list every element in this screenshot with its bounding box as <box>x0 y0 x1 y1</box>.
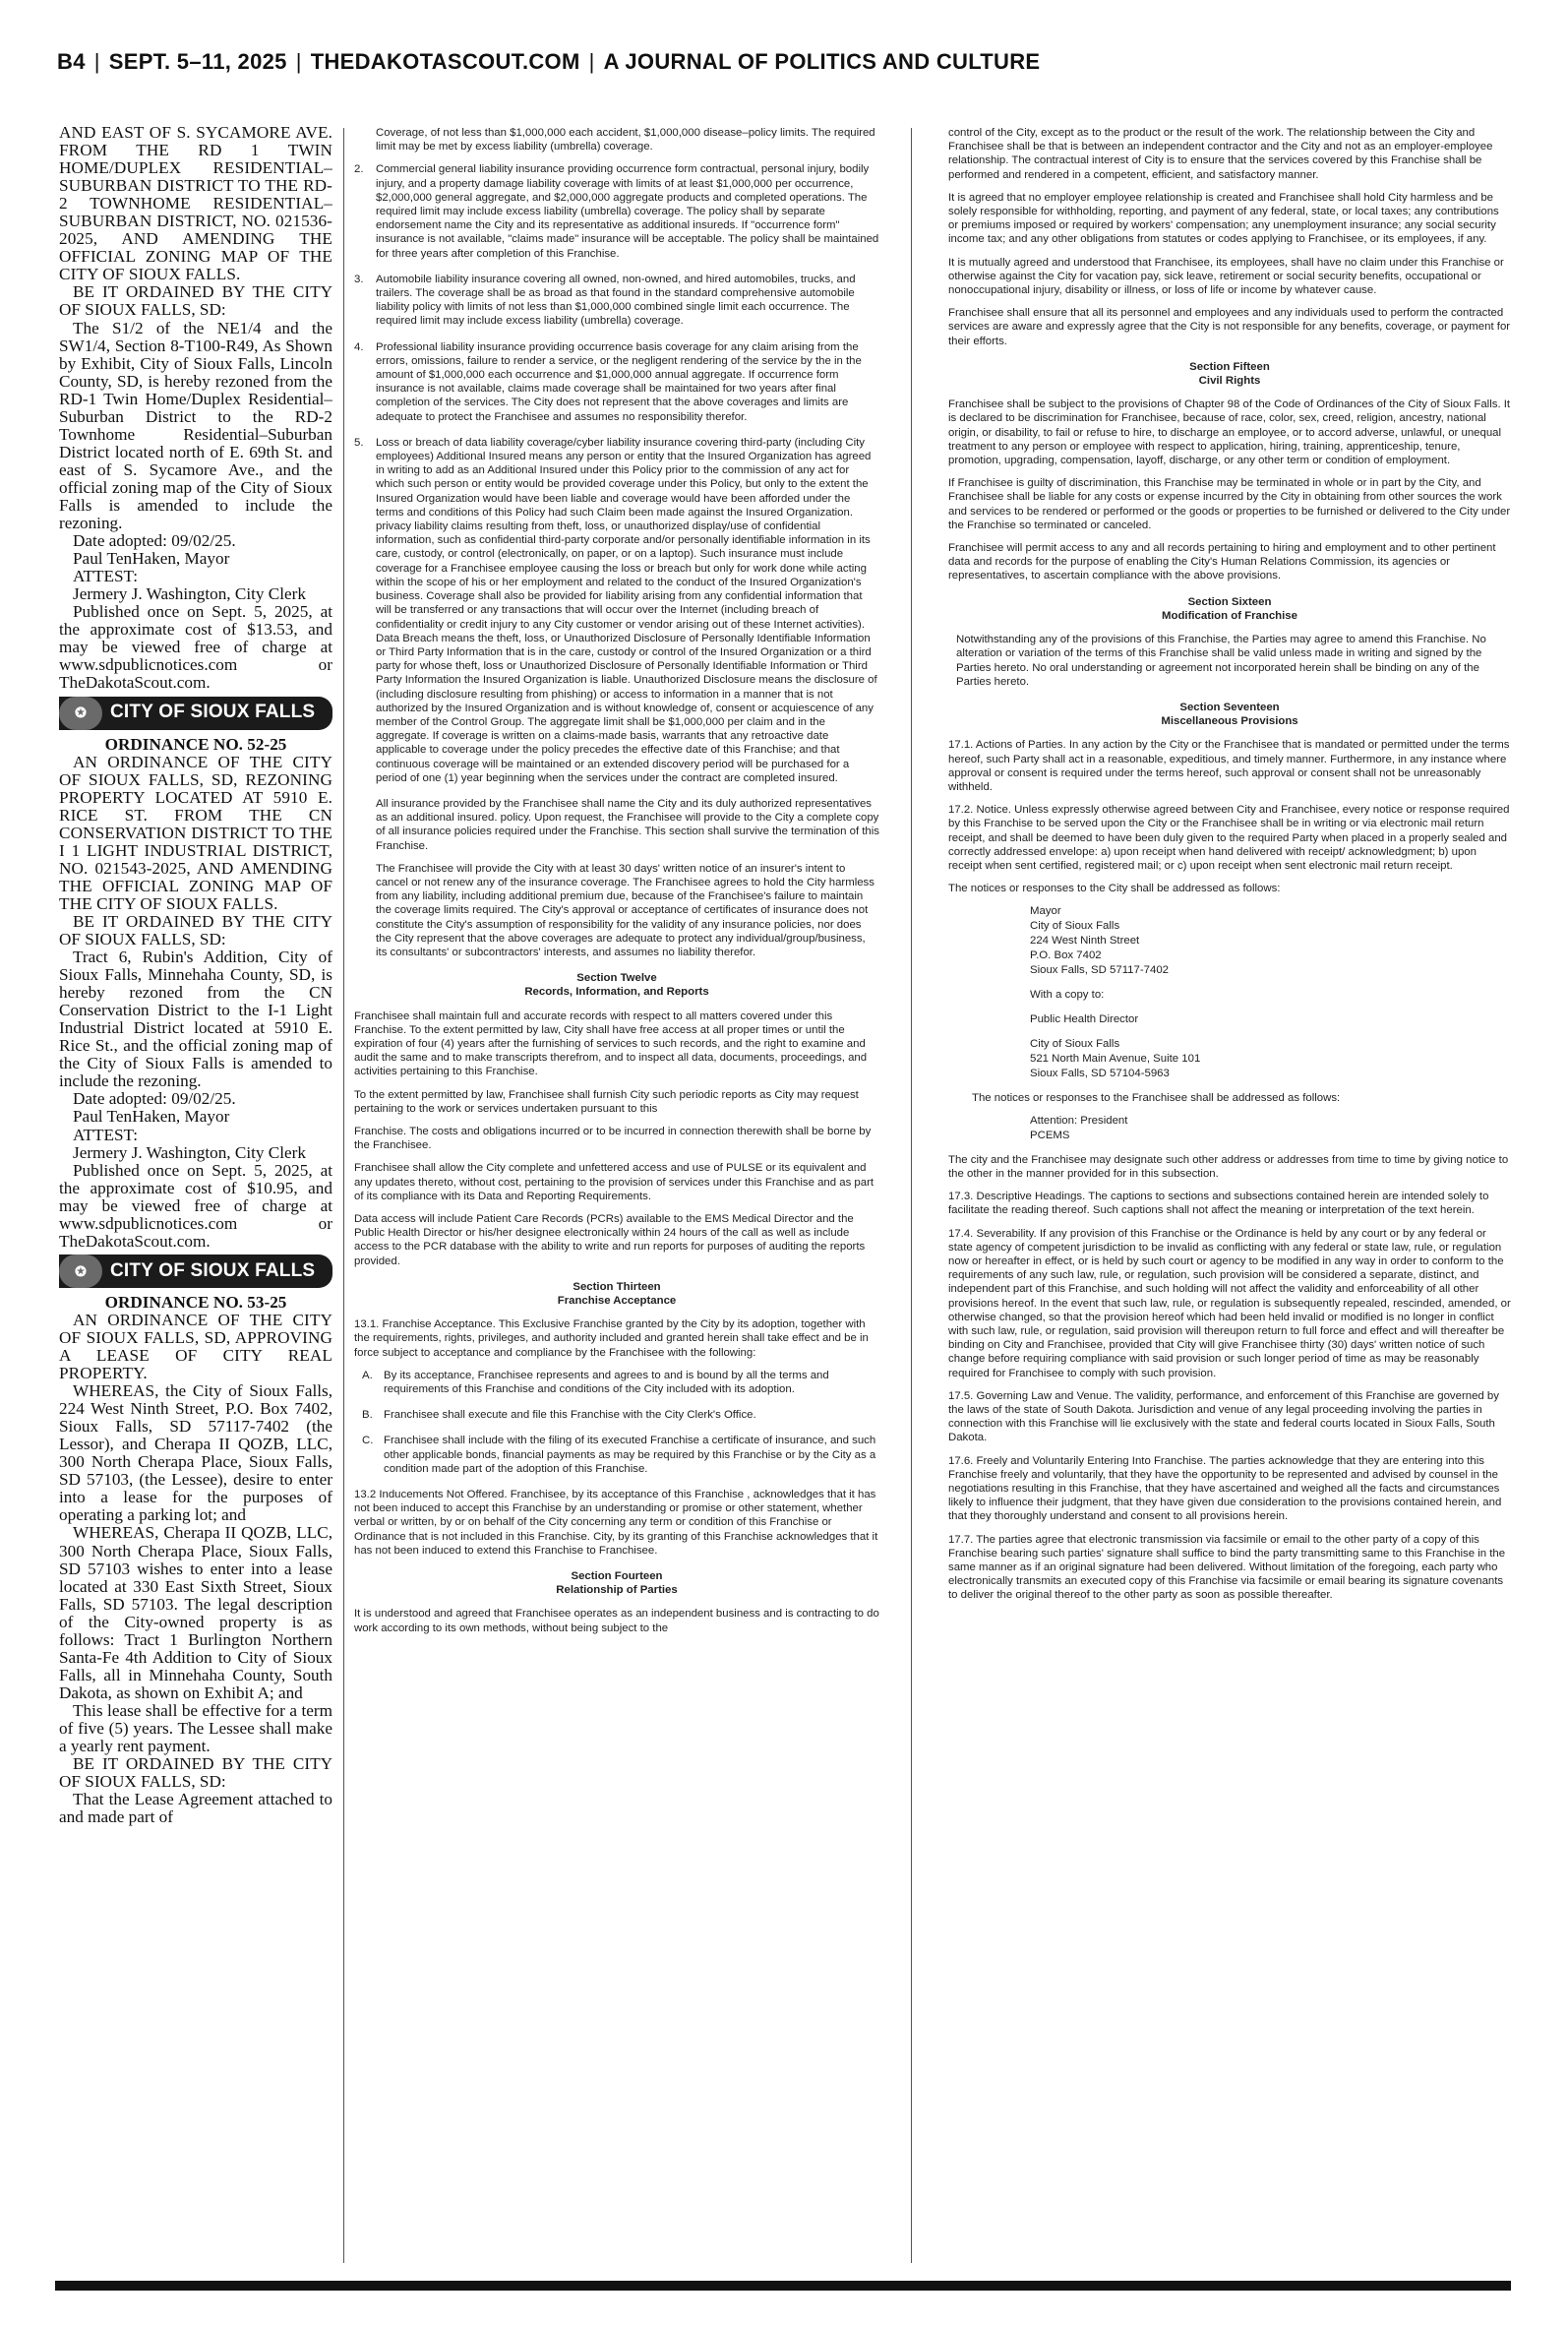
paragraph: Franchisee shall maintain full and accurate records with respect to all matters covered under this Franchise. To the extent permitted by law, City shall have free access at all proper times or until the expiration of four (4) years after the furnishing of services to such records, and the right to examine and audit the same and to make transcripts therefrom, and to inspect all data, documents, proceedings, and activities pertaining to this Franchise. <box>354 1010 868 1078</box>
paragraph: Data access will include Patient Care Records (PCRs) available to the EMS Medical Director and the Public Health Director or his/her designee electronically within 24 hours of the call as well as include access to the PCR database with the ability to write and run reports for purposes of auditing the reports provided. <box>354 1213 866 1267</box>
section-heading: Section Twelve Records, Information, and Reports <box>524 972 709 999</box>
paragraph: 17.5. Governing Law and Venue. The validity, performance, and enforcement of this Franchise are governed by the laws of the state of South Dakota. Jurisdiction and venue of any legal proceeding involving the parties in connection with this Franchise will lie exclusively with the state and federal courts located in Sioux Falls, South Dakota. <box>948 1389 1499 1444</box>
ordinance-52-heading: AN ORDINANCE OF THE CITY OF SIOUX FALLS, SD, REZONING PROPERTY LOCATED AT 5910 E. RICE ST. FROM THE CN CONSERVATION DISTRICT TO THE I 1 LIGHT INDUSTRIAL DISTRICT, NO. 021543-2025, AND AMENDING THE OFFICIAL ZONING MAP OF THE CITY OF SIOUX FALLS. <box>59 752 332 913</box>
copy-to-label: With a copy to: <box>1030 989 1105 1002</box>
ordinance-52-body: Tract 6, Rubin's Addition, City of Sioux Falls, Minnehaha County, SD, is hereby rezoned from the CN Conservation District to the I-1 Light Industrial District located at 5910 E. Rice St., and the official zoning map of the City of Sioux Falls is amended to include the rezoning. <box>59 948 332 1091</box>
ordinance-53-term: This lease shall be effective for a term of five (5) years. The Lessee shall make a yearly rent payment. <box>59 1700 332 1756</box>
bottom-rule <box>55 2281 1511 2291</box>
list-item: B. Franchisee shall execute and file this Franchise with the City Clerk's Office. <box>362 1409 756 1422</box>
paragraph: Franchisee shall be subject to the provisions of Chapter 98 of the Code of Ordinances of the City of Sioux Falls. It is declared to be discrimination for Franchisee, because of race, color, sex, creed, religion, ancestry, national origin, or disability, to fail or refuse to hire, to discharge an employee, or to accord adverse, unlawful, or unequal treatment to any person or employee with respect to application, hiring, training, apprenticeship, tenure, promotion, upgrading, compensation, layoff, discharge, or any other term or condition of employment. <box>948 398 1511 467</box>
ordinance-52-attest: ATTEST: <box>73 1125 138 1144</box>
legal-notices-column <box>59 124 332 2279</box>
ordinance-53-whereas-1: WHEREAS, the City of Sioux Falls, 224 West Ninth Street, P.O. Box 7402, Sioux Falls, SD 57117-7402 (the Lessor), and Cherapa II QOZB, LLC, 300 North Cherapa Place, Sioux Falls, SD 57103, (the Lessee), desire to enter into a lease for the purposes of operating a parking lot; and <box>59 1381 332 1525</box>
paragraph: Notwithstanding any of the provisions of this Franchise, the Parties may agree to amend this Franchise. No alteration or variation of the terms of this Franchise shall be valid unless made in writing and signed by the Parties hereto. No oral understanding or agreement not incorporated herein shall be binding on any of the Parties hereto. <box>956 634 1486 688</box>
ordinance-52-title: ORDINANCE NO. 52-25 <box>104 734 287 754</box>
city-seal-icon: ✪ <box>59 697 102 730</box>
page-header: B4 | SEPT. 5–11, 2025 | THEDAKOTASCOUT.COM | A JOURNAL OF POLITICS AND CULTURE <box>57 49 1041 74</box>
ordinance-51-attest: ATTEST: <box>73 567 138 586</box>
ordinance-51-title-cont: AND EAST OF S. SYCAMORE AVE. FROM THE RD 1 TWIN HOME/DUPLEX RESIDENTIAL–SUBURBAN DISTRICT TO THE RD-2 TOWNHOME RESIDENTIAL–SUBURBAN DISTRICT, NO. 021536-2025, AND AMENDING THE OFFICIAL ZONING MAP OF THE CITY OF SIOUX FALLS. <box>59 124 332 284</box>
insurance-notice: The Franchisee will provide the City with at least 30 days' written notice of an insurer's intent to cancel or not renew any of the insurance coverage. The Franchisee agrees to hold the City harmless from any liability, including additional premium due, because of the Franchisee's failure to maintain the coverage limits required. The City's approval or acceptance of certificates of insurance does not constitute the City's assumption of responsibility for the validity of any insurance policies, nor does the City represent that the above coverages are adequate to protect any individual/group/business, its consultants' or subcontractors' interests, and assumes no liability therefor. <box>376 862 874 958</box>
section-heading: Section Seventeen Miscellaneous Provisions <box>1161 701 1298 728</box>
paragraph: 17.2. Notice. Unless expressly otherwise agreed between City and Franchisee, every notice or response required by this Franchise to be served upon the City or the Franchisee shall be in writing or via electronic mail return receipt, and shall be deemed to have been duly given to the required Party when placed in a properly sealed and correctly addressed envelope: a) upon receipt when hand delivered with receipt/ acknowledgment; b) upon receipt when sent certified, registered mail; or c) upon receipt when sent electronic mail return receipt. <box>948 804 1510 872</box>
insurance-additional-insured: All insurance provided by the Franchisee shall name the City and its duly authorized representatives as an additional insured. policy. Upon request, the Franchisee will provide to the City a complete copy of all insurance policies required under the Franchise. This section shall survive the termination of this Franchise. <box>376 797 879 852</box>
paragraph: 17.4. Severability. If any provision of this Franchise or the Ordinance is held by any court or by any federal or state agency of competent jurisdiction to be invalid as conflicting with any federal or state law, rule, or regulation now or hereafter in effect, or is held by such court or agency to be modified in any way in order to conform to the requirements of any such law, rule, or regulation, such provision will be considered a separate, distinct, and independent part of this Franchise, and such holding will not affect the validity and enforceability of all other provisions hereof. In the event that such law, rule, or regulation is subsequently repealed, rescinded, amended, or otherwise changed, so that the provision hereof which had been held invalid or modified is no longer in conflict with such law, rule, or regulation, said provision will thereupon return to full force and effect and will thereafter be binding on City and Franchisee, provided that City will give Franchisee thirty (30) days' written notice of such change before requiring compliance with said provision or such longer period of time as may be reasonably required for Franchisee to comply with such provision. <box>948 1227 1511 1379</box>
city-banner <box>59 1254 332 1288</box>
list-item: 2. Commercial general liability insurance providing occurrence form contractual, personal injury, bodily injury, and a property damage liability coverage with limits of at least $1,000,000 per occurrence, $2,000,000 general aggregate, and $2,000,000 aggregate products and completed operations. The required limit may include excess liability (umbrella) coverage. The policy shall by separate endorsement name the City and its representative as additional insureds. If "occurrence form" insurance is not available, "claims made" insurance will be acceptable. The policy shall be maintained for three years after completion of this Franchise. <box>354 163 879 260</box>
ordinance-51-published: Published once on Sept. 5, 2025, at the approximate cost of $13.53, and may be viewed free of charge at www.sdpublicnotices.com or TheDakotaScout.com. <box>59 602 332 693</box>
section-heading: Section Fourteen Relationship of Parties <box>556 1570 678 1597</box>
ordinance-52-published: Published once on Sept. 5, 2025, at the approximate cost of $10.95, and may be viewed free of charge at www.sdpublicnotices.com or TheDakotaScout.com. <box>59 1160 332 1251</box>
paragraph: If Franchisee is guilty of discrimination, this Franchise may be terminated in whole or in part by the City, and Franchisee shall be liable for any costs or expense incurred by the City in obtaining from other sources the work and services to be rendered or performed or the goods or properties to be furnished or delivered to the City under the Franchise so terminated or canceled. <box>948 477 1511 531</box>
paragraph: The notices or responses to the City shall be addressed as follows: <box>948 883 1281 895</box>
city-seal-icon: ✪ <box>59 1254 102 1288</box>
paragraph: It is understood and agreed that Franchisee operates as an independent business and is contracting to do work according to its own methods, without being subject to the <box>354 1608 879 1634</box>
address-block-franchisee: Attention: President PCEMS <box>1030 1114 1128 1141</box>
banner-title: CITY OF SIOUX FALLS <box>110 1259 316 1281</box>
ordinance-53-body: That the Lease Agreement attached to and made part of <box>59 1790 332 1827</box>
paragraph: 17.1. Actions of Parties. In any action by the City or the Franchisee that is mandated or permitted under the terms hereof, such Party shall act in a reasonable, expeditious, and timely manner. Furthermore, in any instance where approval or consent is required under the terms hereof, such approval or consent shall not be unreasonably withheld. <box>948 739 1510 793</box>
ordinance-53-enact: BE IT ORDAINED BY THE CITY OF SIOUX FALLS, SD: <box>59 1754 332 1792</box>
paragraph: control of the City, except as to the product or the result of the work. The relationship between the City and Franchisee shall be that is between an independent contractor and the City and not as an employer-employee relationship. The contractual interest of City is to ensure that the services covered by this Franchise shall be performed and rendered in a competent, efficient, and satisfactory manner. <box>948 127 1493 181</box>
ordinance-53-heading: AN ORDINANCE OF THE CITY OF SIOUX FALLS, SD, APPROVING A LEASE OF CITY REAL PROPERTY. <box>59 1310 332 1383</box>
paragraph: Franchisee will permit access to any and all records pertaining to hiring and employment and to other pertinent data and records for the purpose of enabling the City's Human Relations Commission, its agencies or representatives, to ascertain compliance with the above provisions. <box>948 542 1496 582</box>
paragraph: Franchisee shall ensure that all its personnel and employees and any individuals used to perform the contracted services are aware and expressly agree that the City is not responsible for any benefits, coverage, or payment for their efforts. <box>948 307 1511 347</box>
page-number: B4 <box>57 49 86 74</box>
paragraph: The notices or responses to the Franchisee shall be addressed as follows: <box>972 1091 1341 1104</box>
tagline: A JOURNAL OF POLITICS AND CULTURE <box>603 49 1041 74</box>
paragraph: 17.7. The parties agree that electronic transmission via facsimile or email to the other party of a copy of this Franchise bearing such parties' signature shall suffice to bind the party transmitting same to this Franchise in the same manner as if an original signature had been delivered. Without limitation of the foregoing, each party who electronically transmits an executed copy of this Franchise via facsimile or email bearing its signature covenants to deliver the original thereof to the other party as soon as possible thereafter. <box>948 1533 1506 1602</box>
ordinance-52-enact: BE IT ORDAINED BY THE CITY OF SIOUX FALLS, SD: <box>59 911 332 949</box>
ordinance-52-mayor: Paul TenHaken, Mayor <box>73 1107 230 1127</box>
ordinance-51-body: The S1/2 of the NE1/4 and the SW1/4, Section 8-T100-R49, As Shown by Exhibit, City of Sioux Falls, Lincoln County, SD, is hereby rezoned from the RD-1 Twin Home/Duplex Residential–Suburban District to the RD-2 Townhome Residential–Suburban District located north of E. 69th St. and east of S. Sycamore Ave., and the official zoning map of the City of Sioux Falls is amended to include the rezoning. <box>59 318 332 533</box>
paragraph: Franchise. The costs and obligations incurred or to be incurred in connection therewith shall be borne by the Franchisee. <box>354 1126 872 1152</box>
list-item: C. Franchisee shall include with the filing of its executed Franchise a certificate of insurance, and such other applicable bonds, financial payments as may be required by this Franchise or by the City as a condition made part of the adoption of this Franchise. <box>362 1435 876 1475</box>
paragraph: It is agreed that no employer employee relationship is created and Franchisee shall hold City harmless and be solely responsible for withholding, reporting, and payment of any federal, state, or local taxes; any contributions or premiums imposed or required by workers' compensation; any unemployment insurance; any social security income tax; and any other obligations from statutes or codes applying to Franchisee, or its employees, if any. <box>948 191 1499 246</box>
ordinance-52-date: Date adopted: 09/02/25. <box>73 1089 236 1109</box>
paragraph: The city and the Franchisee may designate such other address or addresses from time to time by giving notice to the other in the manner provided for in this subsection. <box>948 1153 1509 1180</box>
section-heading: Section Sixteen Modification of Franchise <box>1162 595 1297 622</box>
list-item: A. By its acceptance, Franchisee represents and agrees to and is bound by all the terms and requirements of this Franchise and conditions of the City included with its adoption. <box>362 1369 829 1396</box>
ordinance-51-clerk: Jermery J. Washington, City Clerk <box>73 584 306 604</box>
banner-title: CITY OF SIOUX FALLS <box>110 702 316 723</box>
paragraph: It is mutually agreed and understood that Franchisee, its employees, shall have no claim under this Franchise or otherwise against the City for vacation pay, sick leave, retirement or social security benefits, occupational or nonoccupational injury, disability or illness, or loss of life or income by whatever cause. <box>948 256 1504 297</box>
issue-date: SEPT. 5–11, 2025 <box>108 49 287 74</box>
ordinance-51-enact: BE IT ORDAINED BY THE CITY OF SIOUX FALLS, SD: <box>59 282 332 320</box>
paragraph: To the extent permitted by law, Franchisee shall furnish City such periodic reports as City may request pertaining to the work or services undertaken pursuant to this <box>354 1088 859 1115</box>
paragraph: 13.2 Inducements Not Offered. Franchisee, by its acceptance of this Franchise , acknowledges that it has not been induced to accept this Franchise by an understanding or promise or other statement, whether verbal or written, by or on behalf of the City concerning any term or condition of this Franchise or Ordinance that is not included in this Franchise. City, by its granting of this Franchise acknowledges that it has not been induced to extend this Franchise to Franchisee. <box>354 1489 878 1557</box>
column-divider-1 <box>343 128 344 2263</box>
ordinance-51-mayor: Paul TenHaken, Mayor <box>73 549 230 569</box>
list-item: 5. Loss or breach of data liability coverage/cyber liability insurance covering third-party (including City employees) Additional Insured means any person or entity that the Insured Organization has agreed in writing to add as an Additional Insured under this Policy prior to the commission of any act for which such person or entity would be provided coverage under this Policy, but only to the extent the Insured Organization would have been liable and coverage would have been afforded under the terms and conditions of this Policy had such Claim been made against the Insured Organization. privacy liability claims resulting from theft, loss, or unauthorized display/use of confidential information, such as confidential third-party corporate and/or personally identifiable information in its care, custody, or control (electronically, on paper, or on a laptop). Such insurance must include coverage for a Franchisee employee causing the loss or breach but only for work done while acting within the scope of his or her employment and related to the conduct of the Insured Organization's business. Coverage shall also be provided for liability arising from any confidential information that will be transferred or any transactions that will occur over the Internet (including breach of confidentiality or credit injury to any City customer or vendor arising out of these Internet activities). Data Breach means the theft, loss, or Unauthorized Disclosure of Personally Identifiable Information or Third Party Information that is in the care, custody or control of the Insured Organization or a third party for whose theft, loss or Unauthorized Disclosure of Personally Identifiable Information or Third Party Information the Insured Organization is liable. Unauthorized Disclosure means the disclosure of (including disclosure resulting from phishing) or access to information in a manner that is not authorized by the Insured Organization and is without knowledge of, consent or acquiescence of any member of the Control Group. The aggregate limit shall be $1,000,000 per claim and in the aggregate. If coverage is written on a claims-made basis, warrants that any retroactive date applicable to coverage under the policy precedes the effective date of this Franchise; and that continuous coverage will be maintained or an extended discovery period will be purchased for a period of one (1) year beginning when the services under the contract are completed insured. <box>354 436 877 784</box>
paragraph: 17.3. Descriptive Headings. The captions to sections and subsections contained herein are intended solely to facilitate the reading thereof. Such captions shall not affect the meaning or interpretation of the text herein. <box>948 1191 1489 1217</box>
city-banner <box>59 697 332 730</box>
paragraph: 13.1. Franchise Acceptance. This Exclusive Franchise granted by the City by its adoption, together with the requirements, rights, privileges, and authority included and granted herein shall take effect and be in force subject to acceptance and compliance by the Franchisee with the following: <box>354 1318 869 1359</box>
section-heading: Section Thirteen Franchise Acceptance <box>557 1280 677 1308</box>
paragraph: Franchisee shall allow the City complete and unfettered access and use of PULSE or its equivalent and any updates thereto, without cost, pertaining to the provision of services under this Franchise and as part of its compliance with its Data and Reporting Requirements. <box>354 1162 874 1202</box>
address-block-health: Public Health Director City of Sioux Falls 521 North Main Avenue, Suite 101 Sioux Falls, SD 57104-5963 <box>1030 1012 1201 1079</box>
ordinance-51-date: Date adopted: 09/02/25. <box>73 531 236 551</box>
paragraph: 17.6. Freely and Voluntarily Entering Into Franchise. The parties acknowledge that they are entering into this Franchise freely and voluntarily, that they have the opportunity to be represented and advised by counsel in the negotiations resulting in this Franchise, that they have ascertained and weighed all the facts and circumstances likely to influence their judgment, that they have given due consideration to the provisions contained herein, and that they thoroughly understand and consent to all provisions herein. <box>948 1454 1502 1523</box>
franchise-document-column-1 <box>354 126 879 2277</box>
list-item: 3. Automobile liability insurance covering all owned, non-owned, and hired automobiles, trucks, and trailers. The coverage shall be as broad as that found in the standard comprehensive automobile liability policy with limits of not less than $1,000,000 combined single limit each occurrence. The required limit may include excess liability (umbrella) coverage. <box>354 273 856 328</box>
ordinance-53-title: ORDINANCE NO. 53-25 <box>104 1292 287 1312</box>
ordinance-52-clerk: Jermery J. Washington, City Clerk <box>73 1142 306 1162</box>
ordinance-53-whereas-2: WHEREAS, Cherapa II QOZB, LLC, 300 North Cherapa Place, Sioux Falls, SD 57103 wishes to enter into a lease located at 330 East Sixth Street, Sioux Falls, SD 57103. The legal description of the City-owned property is as follows: Tract 1 Burlington Northern Santa-Fe 4th Addition to City of Sioux Falls, all in Minnehaha County, South Dakota, as shown on Exhibit A; and <box>59 1523 332 1702</box>
coverage-intro: Coverage, of not less than $1,000,000 each accident, $1,000,000 disease–policy limits. The required limit may be met by excess liability (umbrella) coverage. <box>376 127 875 153</box>
section-heading: Section Fifteen Civil Rights <box>1189 360 1270 388</box>
franchise-document-column-2 <box>948 126 1511 2277</box>
list-item: 4. Professional liability insurance providing occurrence basis coverage for any claim arising from the errors, omissions, failure to render a service, or the negligent rendering of the service by the in the amount of $1,000,000 each occurrence and $1,000,000 annual aggregate. If occurrence form insurance is not available, claims made coverage shall be maintained for two years after final completion of the services. The City does not represent that the above coverages and limits are adequate to protect the Franchisee and assumes no responsibility therefor. <box>354 340 862 423</box>
address-block-mayor: Mayor City of Sioux Falls 224 West Ninth Street P.O. Box 7402 Sioux Falls, SD 57117-7402 <box>1030 905 1169 977</box>
site-link[interactable]: THEDAKOTASCOUT.COM <box>310 49 580 74</box>
column-divider-2 <box>911 128 912 2263</box>
